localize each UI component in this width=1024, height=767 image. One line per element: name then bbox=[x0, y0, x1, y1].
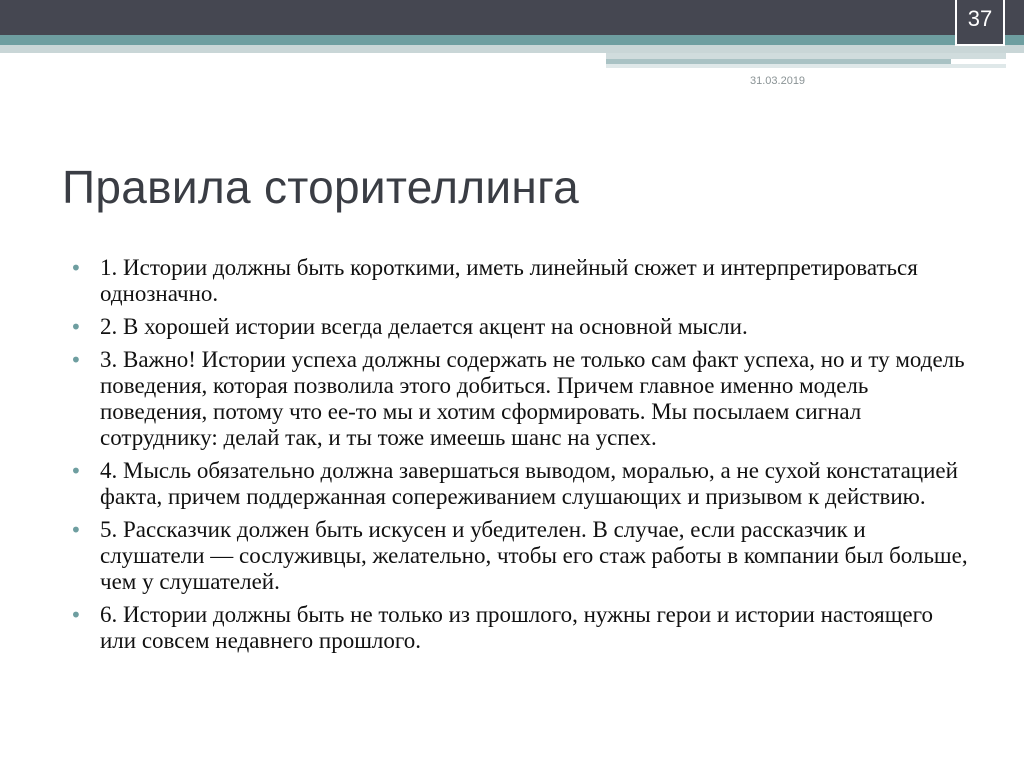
bullet-text: 4. Мысль обязательно должна завершаться выводом, моралью, а не сухой констатацией факта, причем поддержанная сопереживанием слушающих и призывом к действию. bbox=[100, 458, 958, 509]
bullet-text: 5. Рассказчик должен быть искусен и убедителен. В случае, если рассказчик и слушатели — сослуживцы, желательно, чтобы его стаж работы в компании был больше, чем у слушателей. bbox=[100, 517, 968, 594]
accent-band bbox=[0, 35, 1024, 45]
bullet-icon: • bbox=[70, 256, 82, 280]
bullet-text: 2. В хорошей истории всегда делается акцент на основной мысли. bbox=[100, 314, 748, 339]
decor-stripe bbox=[606, 64, 1006, 68]
bullet-item bbox=[70, 517, 970, 595]
bullet-item bbox=[70, 255, 970, 307]
slide-title: Правила сторителлинга bbox=[62, 161, 580, 213]
bullet-icon: • bbox=[70, 518, 82, 542]
bullet-text: 6. Истории должны быть не только из прошлого, нужны герои и истории настоящего или совсем недавнего прошлого. bbox=[100, 602, 933, 653]
light-band bbox=[0, 45, 1024, 53]
slide-date: 31.03.2019 bbox=[750, 75, 806, 87]
slide-number: 37 bbox=[955, 0, 1005, 46]
bullet-icon: • bbox=[70, 315, 82, 339]
bullet-item bbox=[70, 314, 970, 340]
bullet-item bbox=[70, 602, 970, 654]
bullet-item bbox=[70, 347, 970, 451]
bullet-text: 3. Важно! Истории успеха должны содержать не только сам факт успеха, но и ту модель поведения, которая позволила этого добиться. Причем главное именно модель поведения, потому что ее-то мы и хотим сформировать. Мы посылаем сигнал сотруднику: делай так, и ты тоже имеешь шанс на успех. bbox=[100, 347, 965, 450]
bullet-icon: • bbox=[70, 459, 82, 483]
bullet-icon: • bbox=[70, 348, 82, 372]
bullet-icon: • bbox=[70, 603, 82, 627]
bullet-text: 1. Истории должны быть короткими, иметь линейный сюжет и интерпретироваться однозначно. bbox=[100, 255, 918, 306]
bullet-list bbox=[70, 255, 970, 661]
bullet-item bbox=[70, 458, 970, 510]
header-band bbox=[0, 0, 1024, 35]
